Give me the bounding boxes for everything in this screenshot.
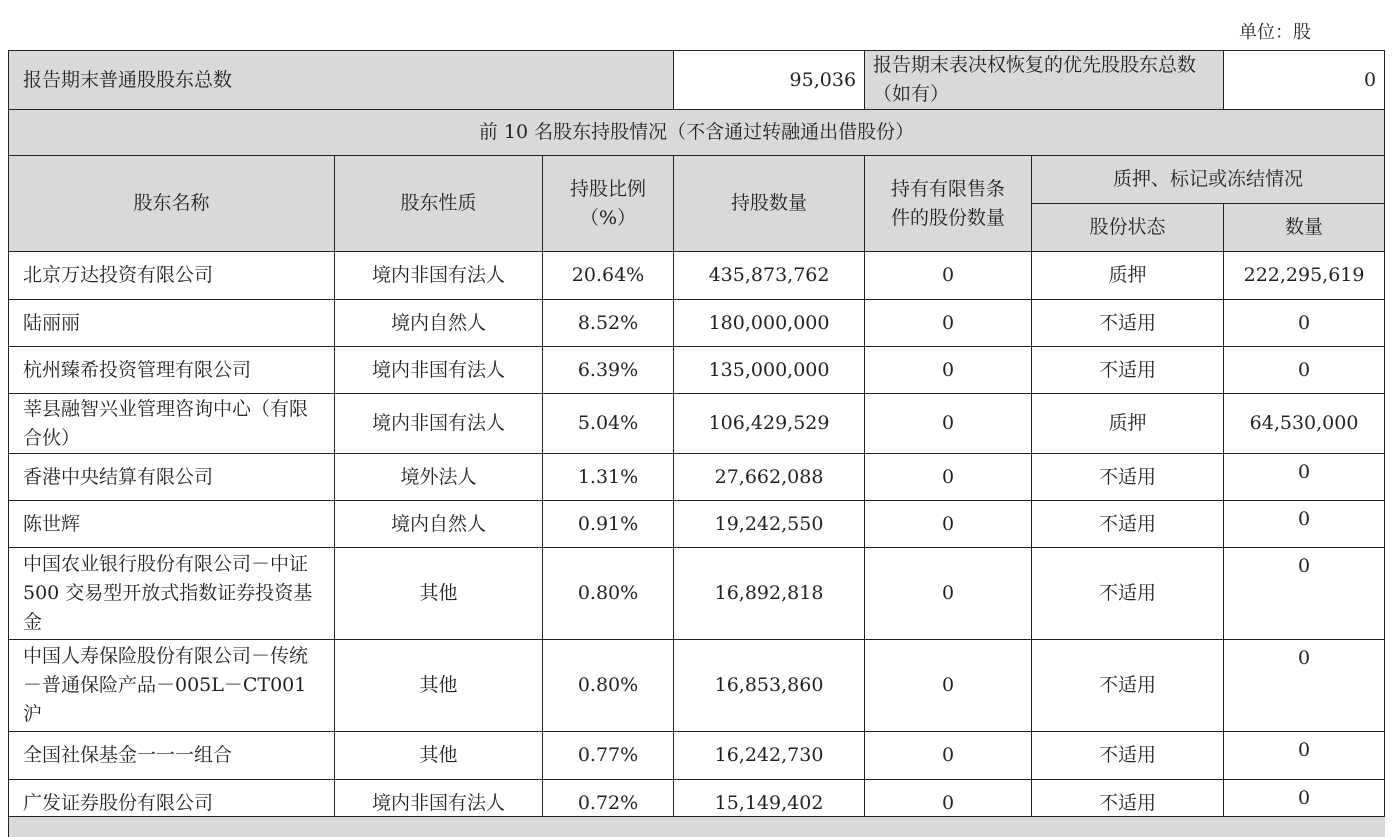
header-quantity: 数量 <box>1224 204 1385 252</box>
cell-status: 不适用 <box>1032 347 1224 394</box>
cell-shares: 135,000,000 <box>674 347 865 394</box>
unit-label: 单位：股 <box>1239 22 1311 43</box>
cell-ratio: 20.64% <box>543 252 674 300</box>
cell-name: 中国农业银行股份有限公司－中证 500 交易型开放式指数证券投资基金 <box>9 548 335 640</box>
cell-quantity: 0 <box>1224 300 1385 347</box>
cell-status: 不适用 <box>1032 300 1224 347</box>
cell-name: 北京万达投资有限公司 <box>9 252 335 300</box>
cell-status: 不适用 <box>1032 640 1224 732</box>
section-title: 前 10 名股东持股情况（不含通过转融通出借股份） <box>9 110 1385 156</box>
cell-quantity: 222,295,619 <box>1224 252 1385 300</box>
cell-shares: 16,853,860 <box>674 640 865 732</box>
preferred-holders-label: 报告期末表决权恢复的优先股股东总数（如有） <box>865 51 1224 110</box>
cell-name: 全国社保基金一一一组合 <box>9 732 335 780</box>
cell-restricted: 0 <box>865 780 1032 828</box>
cell-name: 莘县融智兴业管理咨询中心（有限合伙） <box>9 394 335 454</box>
cell-nature: 其他 <box>335 640 543 732</box>
cell-shares: 19,242,550 <box>674 501 865 548</box>
cell-ratio: 0.80% <box>543 640 674 732</box>
preferred-holders-value: 0 <box>1224 51 1385 110</box>
header-shares: 持股数量 <box>674 156 865 252</box>
cell-ratio: 8.52% <box>543 300 674 347</box>
cell-restricted: 0 <box>865 300 1032 347</box>
header-restricted: 持有有限售条件的股份数量 <box>865 156 1032 252</box>
cell-shares: 15,149,402 <box>674 780 865 828</box>
cell-restricted: 0 <box>865 394 1032 454</box>
cell-nature: 境内非国有法人 <box>335 780 543 828</box>
cell-name: 陆丽丽 <box>9 300 335 347</box>
cell-name: 香港中央结算有限公司 <box>9 454 335 501</box>
cell-quantity: 0 <box>1224 732 1385 780</box>
table-row <box>9 548 1385 640</box>
cell-restricted: 0 <box>865 454 1032 501</box>
cell-status: 质押 <box>1032 394 1224 454</box>
cell-quantity: 0 <box>1224 347 1385 394</box>
cell-quantity: 0 <box>1224 640 1385 732</box>
cell-shares: 180,000,000 <box>674 300 865 347</box>
header-ratio: 持股比例（%） <box>543 156 674 252</box>
table-row <box>9 252 1385 300</box>
cell-status: 不适用 <box>1032 732 1224 780</box>
table-row <box>9 300 1385 347</box>
table-row <box>9 394 1385 454</box>
cell-restricted: 0 <box>865 548 1032 640</box>
cell-restricted: 0 <box>865 640 1032 732</box>
cell-nature: 其他 <box>335 548 543 640</box>
header-nature: 股东性质 <box>335 156 543 252</box>
common-holders-value: 95,036 <box>674 51 865 110</box>
cell-ratio: 0.91% <box>543 501 674 548</box>
table-row <box>9 732 1385 780</box>
cell-shares: 106,429,529 <box>674 394 865 454</box>
cell-quantity: 0 <box>1224 548 1385 640</box>
cell-status: 不适用 <box>1032 501 1224 548</box>
cell-quantity: 0 <box>1224 501 1385 548</box>
cell-quantity: 0 <box>1224 454 1385 501</box>
cell-name: 广发证券股份有限公司 <box>9 780 335 828</box>
cell-status: 不适用 <box>1032 780 1224 828</box>
cell-ratio: 0.72% <box>543 780 674 828</box>
cell-ratio: 0.80% <box>543 548 674 640</box>
cell-nature: 其他 <box>335 732 543 780</box>
header-pledge-group: 质押、标记或冻结情况 <box>1032 156 1385 204</box>
cell-ratio: 1.31% <box>543 454 674 501</box>
cell-status: 不适用 <box>1032 548 1224 640</box>
cell-nature: 境内非国有法人 <box>335 252 543 300</box>
cell-shares: 16,892,818 <box>674 548 865 640</box>
cell-restricted: 0 <box>865 252 1032 300</box>
cell-quantity: 0 <box>1224 780 1385 828</box>
cell-shares: 435,873,762 <box>674 252 865 300</box>
table-row <box>9 347 1385 394</box>
cell-nature: 境内自然人 <box>335 501 543 548</box>
cell-restricted: 0 <box>865 501 1032 548</box>
cell-ratio: 5.04% <box>543 394 674 454</box>
cell-shares: 16,242,730 <box>674 732 865 780</box>
cell-name: 杭州臻希投资管理有限公司 <box>9 347 335 394</box>
cell-ratio: 0.77% <box>543 732 674 780</box>
cell-shares: 27,662,088 <box>674 454 865 501</box>
cell-name: 中国人寿保险股份有限公司－传统－普通保险产品－005L－CT001 沪 <box>9 640 335 732</box>
table-row <box>9 501 1385 548</box>
cell-nature: 境内非国有法人 <box>335 347 543 394</box>
header-name: 股东名称 <box>9 156 335 252</box>
cell-quantity: 64,530,000 <box>1224 394 1385 454</box>
header-status: 股份状态 <box>1032 204 1224 252</box>
cell-status: 质押 <box>1032 252 1224 300</box>
footer-bar <box>8 816 1385 837</box>
cell-restricted: 0 <box>865 732 1032 780</box>
cell-restricted: 0 <box>865 347 1032 394</box>
common-holders-label: 报告期末普通股股东总数 <box>9 51 674 110</box>
table-row <box>9 454 1385 501</box>
table-row <box>9 640 1385 732</box>
shareholder-table <box>8 50 1385 828</box>
cell-nature: 境内自然人 <box>335 300 543 347</box>
cell-ratio: 6.39% <box>543 347 674 394</box>
cell-nature: 境外法人 <box>335 454 543 501</box>
cell-status: 不适用 <box>1032 454 1224 501</box>
cell-name: 陈世辉 <box>9 501 335 548</box>
cell-nature: 境内非国有法人 <box>335 394 543 454</box>
